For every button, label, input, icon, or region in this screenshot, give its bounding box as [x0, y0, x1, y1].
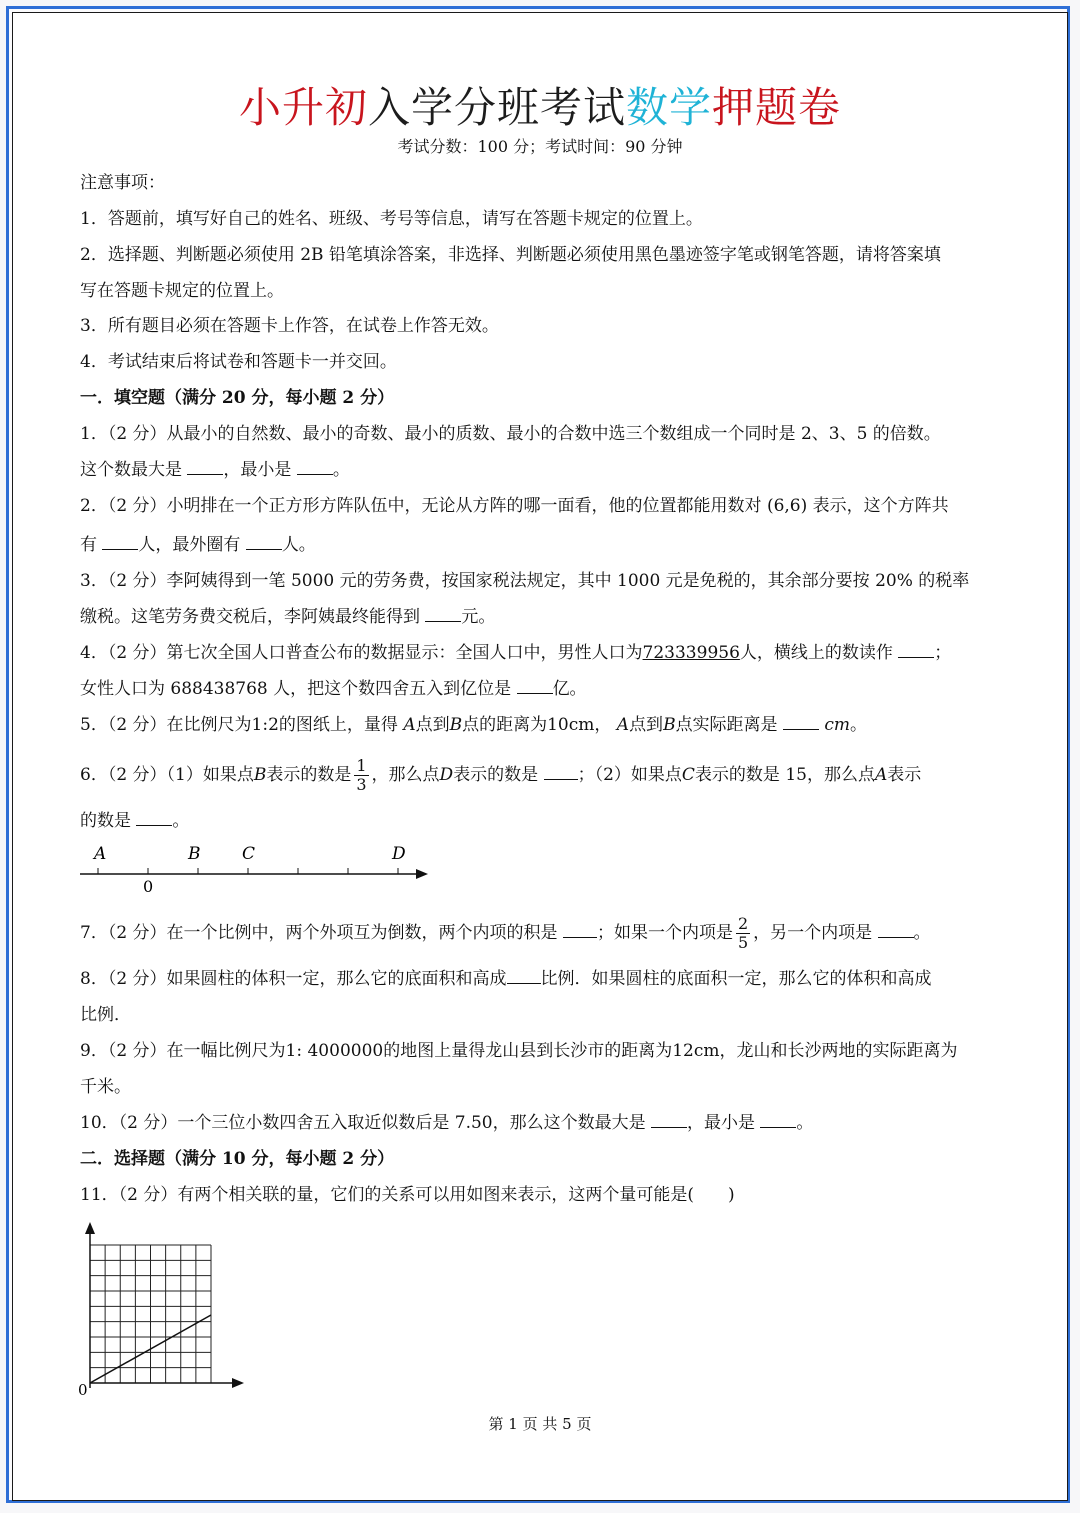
graph-grid	[90, 1245, 211, 1383]
fraction-denominator: 3	[356, 775, 367, 794]
title-part-1: 小升初	[238, 83, 368, 132]
q5-text: 点到	[629, 715, 664, 735]
q6-text: ；（2）如果点	[577, 765, 682, 785]
question-9-line-2: 千米。	[80, 1077, 131, 1097]
number-line-figure	[78, 840, 438, 900]
q4-text: 女性人口为 688438768 人，把这个数四舍五入到亿位是	[80, 679, 512, 699]
question-9-line-1	[80, 1039, 1005, 1063]
answer-blank[interactable]	[563, 921, 597, 938]
graph-x-arrow	[232, 1378, 244, 1388]
answer-blank[interactable]	[136, 809, 172, 826]
title-part-3: 数学	[626, 83, 713, 132]
q1-text: ，最小是	[223, 460, 292, 480]
answer-blank[interactable]	[898, 641, 934, 658]
point-label: B	[253, 765, 267, 785]
answer-blank[interactable]	[246, 533, 282, 550]
q6-text: 的数是	[80, 811, 131, 831]
number-line-label-b: B	[188, 844, 201, 864]
q6-text: ，那么点	[371, 765, 440, 785]
q4-text: 4．（2 分）第七次全国人口普查公布的数据显示：全国人口中，男性人口为	[80, 643, 643, 663]
title-part-4: 押题卷	[712, 83, 842, 132]
section-1-heading: 一．填空题（满分 20 分，每小题 2 分）	[80, 388, 395, 408]
section-2-heading: 二．选择题（满分 10 分，每小题 2 分）	[80, 1149, 395, 1169]
question-10	[80, 1111, 1005, 1135]
underlined-number: 723339956	[642, 643, 740, 663]
q6-text: 表示的数是	[266, 765, 352, 785]
question-7	[80, 915, 1005, 952]
fraction-one-third	[354, 757, 368, 794]
question-11: 11．（2 分）有两个相关联的量，它们的关系可以用如图来表示，这两个量可能是( )	[80, 1185, 735, 1205]
graph-y-arrow	[85, 1222, 95, 1234]
point-label: D	[439, 765, 454, 785]
q6-text: 6．（2 分）（1）如果点	[80, 765, 254, 785]
note-4: 4．考试结束后将试卷和答题卡一并交回。	[80, 352, 397, 372]
question-1-line-2	[80, 458, 1005, 482]
number-line-label-c: C	[242, 844, 256, 864]
question-4-line-1	[80, 641, 1005, 665]
notes-heading: 注意事项：	[80, 173, 165, 193]
number-line-arrow	[416, 869, 428, 879]
q7-text: ，另一个内项是	[753, 923, 873, 943]
q4-text: 亿。	[552, 679, 587, 699]
q2-text: 有	[80, 535, 97, 555]
fraction-two-fifths	[736, 915, 750, 952]
answer-blank[interactable]	[651, 1111, 687, 1128]
question-2-line-1: 2．（2 分）小明排在一个正方形方阵队伍中，无论从方阵的哪一面看，他的位置都能用数对 (6,6) 表示，这个方阵共	[80, 496, 949, 516]
q2-text: 人。	[281, 535, 316, 555]
q10-text: ，最小是	[687, 1113, 756, 1133]
q9-distance: 12cm	[672, 1041, 720, 1061]
q9-text: 的地图上量得龙山县到长沙市的距离为	[383, 1041, 673, 1061]
q6-text: 。	[172, 811, 190, 831]
exam-title	[0, 78, 1080, 138]
fraction-numerator: 2	[737, 914, 749, 933]
q5-text: 点实际距离是	[675, 715, 778, 735]
note-2-line-2: 写在答题卡规定的位置上。	[80, 281, 284, 301]
q5-text: 点的距离为	[462, 715, 548, 735]
q6-text: 表示的数是	[453, 765, 539, 785]
q9-scale: 1: 4000000	[285, 1041, 384, 1061]
q5-text: 。	[850, 715, 868, 735]
q7-text: 7．（2 分）在一个比例中，两个外项互为倒数，两个内项的积是	[80, 923, 558, 943]
point-label: B	[663, 715, 676, 735]
answer-blank[interactable]	[187, 458, 223, 475]
q3-text: 元。	[461, 607, 496, 627]
q7-text: ；如果一个内项是	[596, 923, 733, 943]
question-5	[80, 713, 1005, 737]
q9-text: ，龙山和长沙两地的实际距离为	[719, 1041, 958, 1061]
q10-text: 10．（2 分）一个三位小数四舍五入取近似数后是 7.50，那么这个数最大是	[80, 1113, 646, 1133]
point-label: B	[449, 715, 463, 735]
point-label: A	[616, 715, 630, 735]
question-4-line-2	[80, 677, 1005, 701]
question-3-line-2	[80, 605, 1005, 629]
q6-text: 表示的数是 15，那么点	[694, 765, 875, 785]
q5-unit: cm	[824, 715, 851, 735]
note-1: 1．答题前，填写好自己的姓名、班级、考号等信息，请写在答题卡规定的位置上。	[80, 209, 703, 229]
answer-blank[interactable]	[425, 605, 461, 622]
graph-origin-label: 0	[78, 1381, 88, 1399]
note-2-line-1: 2．选择题、判断题必须使用 2B 铅笔填涂答案，非选择、判断题必须使用黑色墨迹签字笔或钢笔答题，请将答案填	[80, 245, 941, 265]
answer-blank[interactable]	[507, 967, 541, 984]
q1-text: 。	[332, 460, 350, 480]
number-line-zero: 0	[143, 877, 154, 896]
question-3-line-1: 3．（2 分）李阿姨得到一笔 5000 元的劳务费，按国家税法规定，其中 1000 元是免税的，其余部分要按 20% 的税率	[80, 571, 970, 591]
fraction-numerator: 1	[356, 756, 367, 775]
q8-text: 8．（2 分）如果圆柱的体积一定，那么它的底面积和高成	[80, 969, 507, 989]
q5-text: 5．（2 分）在比例尺为	[80, 715, 252, 735]
title-part-2: 入学分班考试	[367, 83, 626, 132]
q3-text: 缴税。这笔劳务费交税后，李阿姨最终能得到	[80, 607, 420, 627]
number-line-label-a: A	[94, 844, 107, 864]
exam-subtitle: 考试分数：100 分；考试时间：90 分钟	[397, 137, 683, 156]
q4-text: 人，横线上的数读作	[739, 643, 893, 663]
fraction-denominator: 5	[737, 933, 749, 952]
number-line-ticks	[98, 868, 398, 874]
q8-text: 比例．如果圆柱的底面积一定，那么它的体积和高成	[540, 969, 932, 989]
page-footer: 第 1 页 共 5 页	[488, 1415, 592, 1433]
note-3: 3．所有题目必须在答题卡上作答，在试卷上作答无效。	[80, 316, 499, 336]
relationship-graph	[74, 1220, 254, 1400]
q5-text: 的图纸上，量得	[278, 715, 398, 735]
answer-blank[interactable]	[544, 763, 578, 780]
point-label: A	[874, 765, 888, 785]
question-1-line-1: 1．（2 分）从最小的自然数、最小的奇数、最小的质数、最小的合数中选三个数组成一个同时是 2、3、5 的倍数。	[80, 424, 941, 444]
answer-blank[interactable]	[760, 1111, 796, 1128]
answer-blank[interactable]	[297, 458, 333, 475]
answer-blank[interactable]	[878, 921, 914, 938]
q10-text: 。	[796, 1113, 814, 1133]
answer-blank[interactable]	[783, 713, 819, 730]
answer-blank[interactable]	[102, 533, 138, 550]
q4-text: ；	[934, 643, 952, 663]
point-label: A	[403, 715, 416, 735]
point-label: C	[681, 765, 695, 785]
q5-text: 点到	[415, 715, 450, 735]
q6-text: 表示	[887, 765, 922, 785]
q1-text: 这个数最大是	[80, 460, 182, 480]
question-2-line-2	[80, 533, 1005, 557]
question-6-line-2	[80, 809, 1005, 833]
question-8-line-2: 比例．	[80, 1005, 131, 1025]
answer-blank[interactable]	[517, 677, 553, 694]
q9-text: 9．（2 分）在一幅比例尺为	[80, 1041, 286, 1061]
number-line-label-d: D	[392, 844, 406, 864]
question-8-line-1	[80, 967, 1005, 991]
q2-text: 人，最外圈有	[138, 535, 241, 555]
q5-scale: 1:2	[251, 715, 279, 735]
q5-distance: 10cm	[547, 715, 595, 735]
question-6-line-1	[80, 757, 1005, 794]
q7-text: 。	[913, 923, 931, 943]
q5-text: ，	[594, 715, 612, 735]
